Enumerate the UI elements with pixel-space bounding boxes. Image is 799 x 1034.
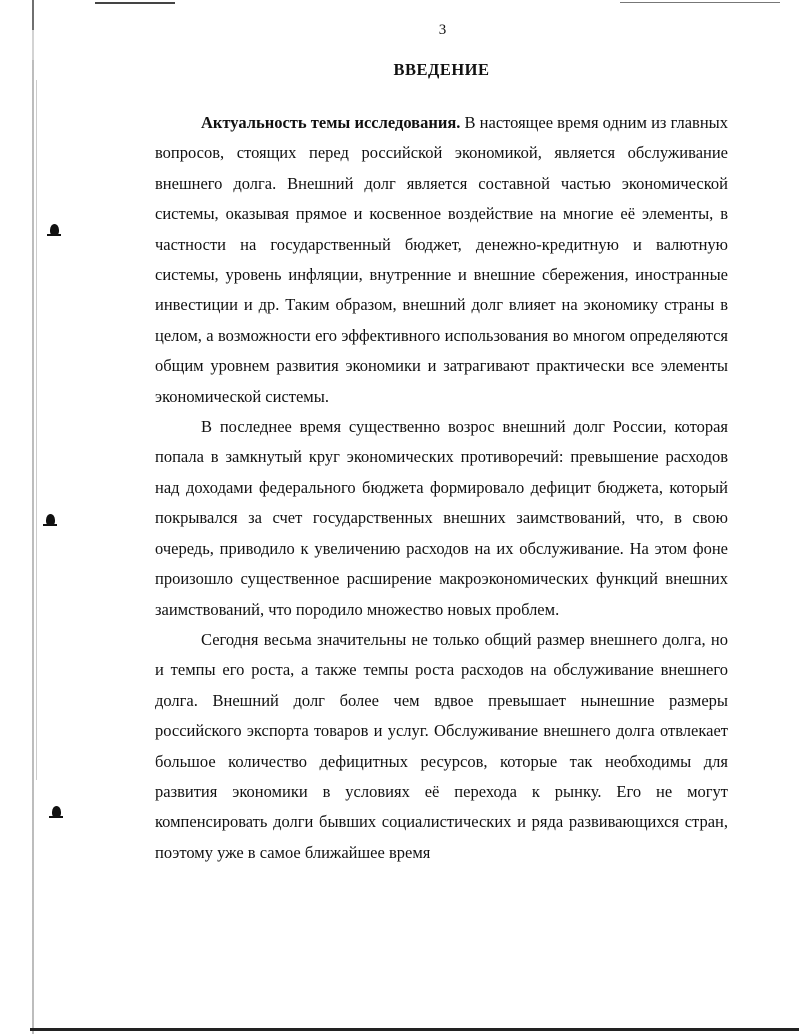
paragraph-text: В последнее время существенно возрос внешний долг России, которая попала в замкнутый круг экономических противоречий: превышение расходов над доходами федерального бюджета формировало дефицит бюджета, который покрывался за счет государственных внешних заимствований, что, в свою очередь, приводило к увеличению расходов на их обслуживание. На этом фоне произошло существенное расширение макроэкономических функций внешних заимствований, что породило множество новых проблем. xyxy=(155,417,728,619)
page-title: ВВЕДЕНИЕ xyxy=(393,60,490,79)
scan-edge-left xyxy=(32,0,34,1034)
paragraph xyxy=(155,625,728,868)
paragraph-lead: Актуальность темы исследования. xyxy=(201,113,461,132)
scan-bottom-edge xyxy=(30,1028,799,1031)
page-number: 3 xyxy=(438,22,447,38)
binding-punch-mark xyxy=(52,806,61,818)
paragraph-text: Сегодня весьма значительны не только общий размер внешнего долга, но и темпы его роста, а также темпы роста расходов на обслуживание внешнего долга. Внешний долг более чем вдвое превышает нынешние размеры российского экспорта товаров и услуг. Обслуживание внешнего долга отвлекает большое количество дефицитных ресурсов, которые так необходимы для развития экономики в условиях её перехода к рынку. Его не могут компенсировать долги бывших социалистических и ряда развивающихся стран, поэтому уже в самое ближайшее время xyxy=(155,629,728,862)
document-body xyxy=(155,108,728,868)
binding-punch-mark xyxy=(46,514,55,526)
scan-top-mark-right xyxy=(620,2,780,3)
binding-punch-mark xyxy=(50,224,59,236)
paragraph xyxy=(155,412,728,625)
paragraph-text: В настоящее время одним из главных вопросов, стоящих перед российской экономикой, является обслуживание внешнего долга. Внешний долг является составной частью экономической системы, оказывая прямое и косвенное воздействие на многие её элементы, в частности на государственный бюджет, денежно-кредитную и валютную системы, уровень инфляции, внутренние и внешние сбережения, иностранные инвестиции и др. Таким образом, внешний долг влияет на экономику страны в целом, а возможности его эффективного использования во многом определяются общим уровнем развития экономики и затрагивают практически все элементы экономической системы. xyxy=(155,113,729,406)
scan-top-mark xyxy=(95,2,175,4)
scan-edge-binding xyxy=(36,80,37,780)
paragraph xyxy=(155,108,728,412)
